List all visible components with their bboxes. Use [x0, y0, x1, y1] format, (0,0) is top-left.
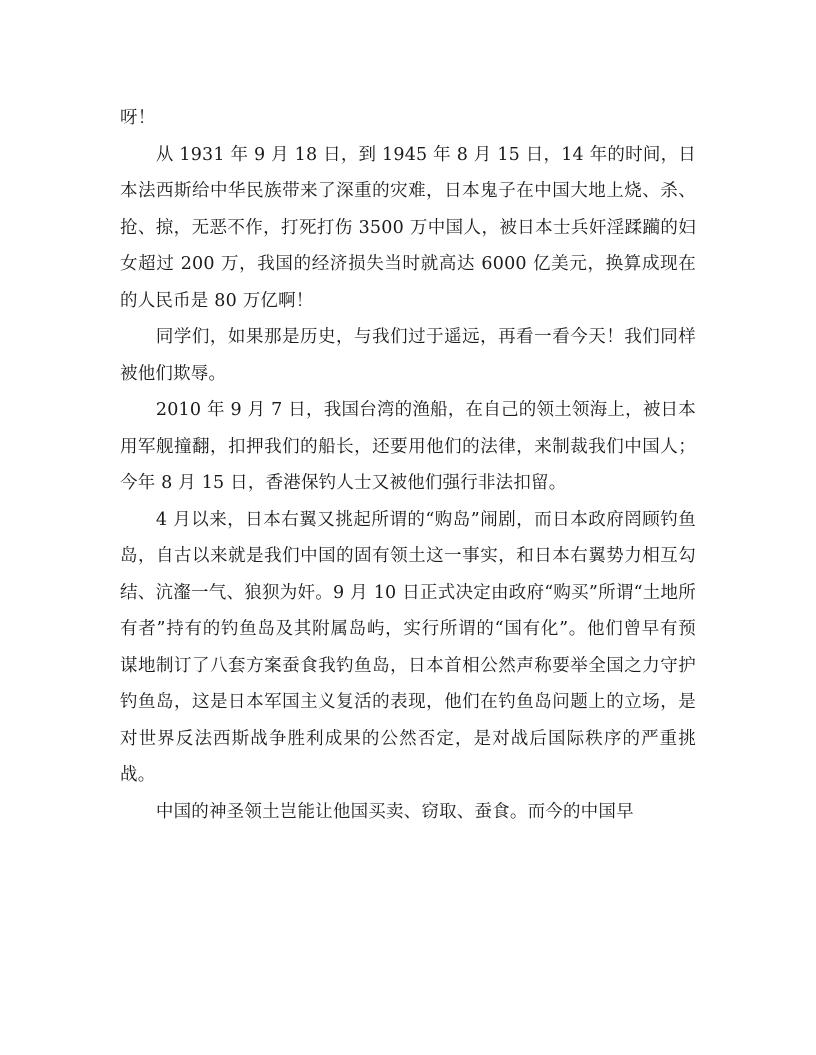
paragraph-6: 中国的神圣领土岂能让他国买卖、窃取、蚕食。而今的中国早	[155, 801, 634, 822]
paragraph-3: 同学们，如果那是历史，与我们过于遥远，再看一看今天！我们同样被他们欺辱。	[120, 327, 696, 384]
paragraph-2: 从 1931 年 9 月 18 日，到 1945 年 8 月 15 日，14 年的时间，日本法西斯给中华民族带来了深重的灾难，日本鬼子在中国大地上烧、杀、抢、掠，无恶不作，打死打伤 3500 万中国人，被日本士兵奸淫蹂躏的妇女超过 200 万，我国的经济损失当时就高达 6000 亿美元，换算成现在的人民币是 80 万亿啊！	[120, 144, 696, 311]
paragraph-5: 4 月以来，日本右翼又挑起所谓的“购岛”闹剧，而日本政府罔顾钓鱼岛，自古以来就是我们中国的固有领土这一事实，和日本右翼势力相互勾结、沆瀣一气、狼狈为奸。9 月 10 日正式决定由政府“购买”所谓“土地所有者”持有的钓鱼岛及其附属岛屿，实行所谓的“国有化”。他们曾早有预谋地制订了八套方案蚕食我钓鱼岛，日本首相公然声称要举全国之力守护钓鱼岛，这是日本军国主义复活的表现，他们在钓鱼岛问题上的立场，是对世界反法西斯战争胜利成果的公然否定，是对战后国际秩序的严重挑战。	[120, 509, 696, 785]
paragraph-1: 呀！	[120, 108, 156, 128]
document-body	[120, 100, 696, 830]
paragraph-4: 2010 年 9 月 7 日，我国台湾的渔船，在自己的领土领海上，被日本用军舰撞翻，扣押我们的船长，还要用他们的法律，来制裁我们中国人；今年 8 月 15 日，香港保钓人士又被他们强行非法扣留。	[120, 400, 696, 493]
